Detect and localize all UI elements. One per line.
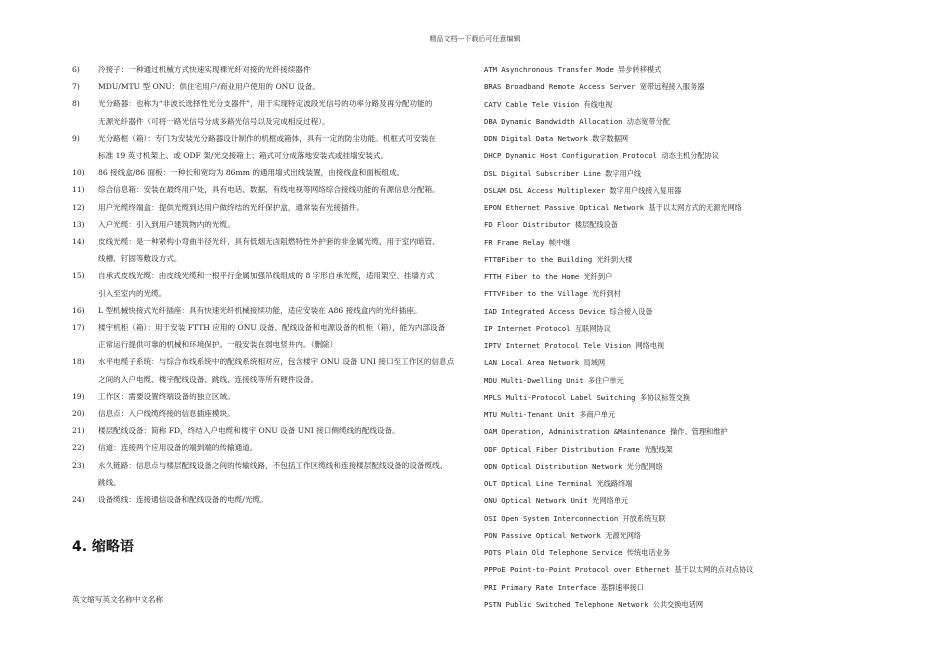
- definition-item: [72, 302, 462, 319]
- abbreviation-row: FR Frame Relay 帧中继: [484, 237, 571, 247]
- definition-continuation: 正常运行提供可靠的机械和环境保护。一般安装在弱电竖井内。（删除）: [98, 340, 338, 350]
- definition-number: 13): [72, 219, 85, 229]
- abbreviation-row: DSL Digital Subscriber Line 数字用户线: [484, 168, 642, 178]
- abbreviation-row: ONU Optical Network Unit 光网络单元: [484, 496, 629, 506]
- definition-item: [72, 233, 462, 250]
- definition-item: [72, 61, 462, 78]
- definition-number: 9): [72, 133, 80, 143]
- section-heading: 4. 缩略语: [72, 539, 134, 555]
- abbreviation-row: DDN Digital Data Network 数字数据网: [484, 134, 629, 143]
- definition-number: 18): [72, 357, 85, 367]
- abbreviation-row: PSTN Public Switched Telephone Network 公共交换电话网: [484, 599, 704, 609]
- abbreviation-row: EPON Ethernet Passive Optical Network 基于以太网方式的无源光网络: [484, 203, 742, 212]
- abbreviation-row: POTS Plain Old Telephone Service 传统电话业务: [484, 548, 670, 557]
- abbreviation-row: ODN Optical Distribution Network 光分配网络: [484, 461, 663, 471]
- abbreviation-row: DBA Dynamic Bandwidth Allocation 动态宽带分配: [484, 116, 670, 126]
- table-caption: 英文缩写英文名称中文名称: [72, 595, 164, 604]
- definition-item: [72, 422, 462, 439]
- abbreviation-row: ATM Asynchronous Transfer Mode 异步转移模式: [484, 65, 662, 74]
- definition-text: 86 接线盒/86 面板：一种长和宽均为 86mm 的通用墙式出线装置，由接线盒和面板组成。: [98, 168, 405, 178]
- definition-item: [72, 199, 462, 216]
- definition-number: 6): [72, 65, 80, 74]
- definition-text: 皮线光缆：是一种紧构小弯曲半径光纤，具有低烟无卤阻燃特性外护套的非金属光缆，用于室内暗管、: [98, 237, 440, 247]
- definition-number: 21): [72, 426, 85, 436]
- definition-text: 光分路框（箱）：专门为安装光分路器设计制作的机框或箱体，具有一定的防尘功能。机框式可安装在: [98, 133, 436, 143]
- page-header: 精品文档---下载后可任意编辑: [429, 35, 521, 43]
- definition-text: 楼层配线设备：简称 FD，终结入户电缆和楼宇 ONU 设备 UNI 接口侧缆线的配线设备。: [98, 426, 400, 436]
- definition-item: [72, 78, 462, 95]
- definition-text: 入户光缆：引入到用户建筑物内的光缆。: [98, 219, 235, 229]
- definition-text: 用户光缆终端盒：提供光缆到达用户做终结的光纤保护盒，通常装有光接插件。: [98, 202, 364, 212]
- definitions-list: [72, 61, 462, 508]
- definition-item: [72, 95, 462, 112]
- definition-item: [72, 130, 462, 147]
- definition-number: 24): [72, 495, 85, 505]
- abbreviation-row: FTTVFiber to the Village 光纤到村: [484, 289, 621, 299]
- definition-item: [72, 491, 462, 508]
- definition-continuation: 之间的入户电缆、楼宇配线设备、跳线、连接线等所有硬件设备。: [98, 374, 319, 384]
- abbreviation-row: MDU Multi-Dwelling Unit 多住户单元: [484, 375, 624, 385]
- definition-number: 12): [72, 202, 85, 212]
- abbreviation-row: BRAS Broadband Remote Access Server 宽带远程接入服务器: [484, 82, 705, 92]
- definition-number: 17): [72, 323, 85, 333]
- abbreviation-row: FD Floor Distributor 楼层配线设备: [484, 220, 618, 230]
- definition-text: 综合信息箱：安装在最终用户处，具有电话、数据、有线电视等网络综合接线功能的有源信息分配箱。: [98, 185, 440, 195]
- definition-text: 永久链路：信息点与楼层配线设备之间的传输线路，不包括工作区缆线和连接楼层配线设备的设备缆线、: [98, 460, 448, 470]
- abbreviation-row: DHCP Dynamic Host Configuration Protocol 动态主机分配协议: [484, 151, 719, 161]
- definition-item: [72, 388, 462, 405]
- definition-item: [72, 164, 462, 181]
- abbreviation-list: [484, 61, 924, 613]
- definition-item: [72, 181, 462, 198]
- abbreviation-row: DSLAM DSL Access Multiplexer 数字用户线接入复用器: [484, 185, 682, 195]
- abbreviation-row: OAM Operation, Administration &Maintenance 操作、管理和维护: [484, 427, 728, 437]
- definition-item: [72, 353, 462, 370]
- definition-text: 设备缆线：连接通信设备和配线设备的电缆/光缆。: [98, 495, 268, 505]
- definition-number: 22): [72, 443, 85, 453]
- definition-item: [72, 439, 462, 456]
- definition-continuation: 跳线。: [98, 477, 121, 487]
- definition-continuation: 标准 19 英寸机架上、或 ODF 架/光交接箱上；箱式可分成落地安装式或挂墙安装式。: [98, 151, 389, 161]
- abbreviation-row: OLT Optical Line Terminal 光线路终端: [484, 479, 633, 488]
- definition-number: 20): [72, 409, 85, 419]
- abbreviation-row: MPLS Multi-Protocol Label Switching 多协议标签交换: [484, 392, 691, 402]
- definition-number: 11): [72, 185, 85, 195]
- definition-number: 10): [72, 168, 85, 178]
- abbreviation-row: FTTBFiber to the Building 光纤到大楼: [484, 254, 633, 264]
- definition-text: 冷接子：一种通过机械方式快速实现裸光纤对接的光纤接续器件: [98, 65, 311, 74]
- definition-text: 信息点：入户线缆终接的信息插座模块。: [98, 409, 235, 419]
- definition-number: 15): [72, 271, 85, 281]
- definition-number: 23): [72, 460, 85, 470]
- definition-number: 7): [72, 82, 80, 92]
- definition-item: [72, 457, 462, 474]
- definition-text: 信道：连接两个应用设备的端到端的传输通道。: [98, 443, 258, 453]
- abbreviation-row: OSI Open System Interconnection 开放系统互联: [484, 513, 666, 523]
- definition-continuation: 线槽、钉固等敷设方式。: [98, 254, 182, 264]
- abbreviation-row: IAD Integrated Access Device 综合接入设备: [484, 306, 653, 316]
- abbreviation-row: IP Internet Protocol 互联网协议: [484, 323, 611, 333]
- definition-number: 19): [72, 391, 85, 401]
- definition-text: 光分路器：也称为“非波长选择性光分支器件”，用于实现特定波段光信号的功率分路及再分配功能的: [98, 99, 433, 109]
- definition-item: [72, 216, 462, 233]
- definition-item: [72, 405, 462, 422]
- abbreviation-row: PRI Primary Rate Interface 基群速率接口: [484, 582, 644, 592]
- definition-item: [72, 319, 462, 336]
- abbreviation-row: MTU Multi-Tenant Unit 多商户单元: [484, 410, 616, 419]
- abbreviation-row: IPTV Internet Protocol Tele Vision 网络电视: [484, 341, 665, 350]
- abbreviation-row: PPPoE Point-to-Point Protocol over Ethernet 基于以太网的点对点协议: [484, 565, 754, 575]
- definition-continuation: 引入至室内的光缆。: [98, 288, 167, 298]
- abbreviation-row: CATV Cable Tele Vision 有线电视: [484, 99, 613, 109]
- abbreviation-row: FTTH Fiber to the Home 光纤到户: [484, 272, 613, 281]
- definition-text: 自承式皮线光缆：由皮线光缆和一根平行金属加强吊线组成的 8 字形自承光缆，适用架空、挂墙方式: [98, 271, 435, 281]
- definition-continuation: 无源光纤器件（可将一路光信号分成多路光信号以及完成相反过程）。: [98, 116, 330, 126]
- abbreviation-row: LAN Local Area Network 局域网: [484, 358, 606, 368]
- abbreviation-row: ODF Optical Fiber Distribution Frame 光配线架: [484, 444, 673, 454]
- definition-text: 楼宇机柜（箱）：用于安装 FTTH 应用的 ONU 设备、配线设备和电源设备的机柜（箱），能为内部设备: [98, 323, 446, 333]
- abbreviation-row: PON Passive Optical Network 无源光网络: [484, 530, 642, 540]
- definition-text: L 型机械快接式光纤插座：具有快速光纤机械接续功能，适应安装在 A86 接线盒内的光纤插座。: [98, 305, 422, 315]
- definition-number: 14): [72, 237, 85, 247]
- definition-number: 16): [72, 305, 85, 315]
- definition-number: 8): [72, 99, 80, 109]
- definition-text: MDU/MTU 型 ONU：供住宅用户/商业用户使用的 ONU 设备。: [98, 82, 320, 92]
- definition-text: 工作区：需要设置终端设备的独立区域。: [98, 391, 235, 401]
- definition-text: 水平电缆子系统：与综合布线系统中的配线系统相对应，包含楼宇 ONU 设备 UNI 接口至工作区的信息点: [98, 357, 455, 367]
- definition-item: [72, 267, 462, 284]
